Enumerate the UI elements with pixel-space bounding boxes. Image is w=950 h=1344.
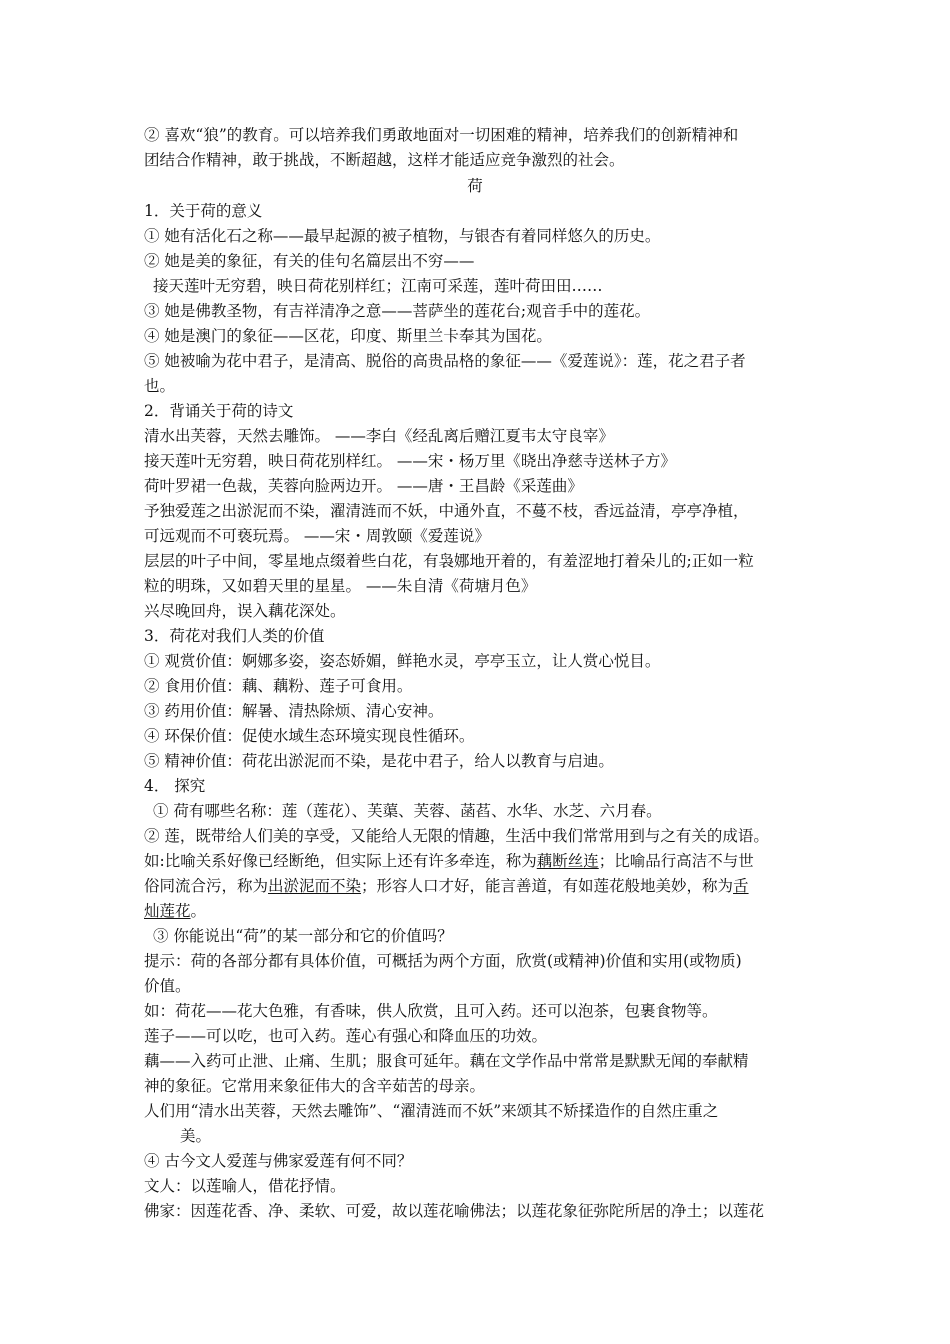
paragraph-line: ② 她是美的象征，有关的佳句名篇层出不穷—— [144,252,475,270]
poem-line: 粒的明珠，又如碧天里的星星。 ——朱自清《荷塘月色》 [144,577,537,595]
paragraph-line: 也。 [144,377,176,395]
intro-line: ② 喜欢“狼”的教育。可以培养我们勇敢地面对一切困难的精神，培养我们的创新精神和 [144,126,739,144]
poem-line: 层层的叶子中间，零星地点缀着些白花，有袅娜地开着的，有羞涩地打着朵儿的;正如一粒 [144,552,754,570]
answer-line [144,851,754,871]
paragraph-line: ④ 她是澳门的象征——区花，印度、斯里兰卡奉其为国花。 [144,327,552,345]
question-line: ② 莲，既带给人们美的享受，又能给人无限的情趣，生活中我们常常用到与之有关的成语。 [144,827,769,845]
answer-line: 神的象征。它常用来象征伟大的含辛茹苦的母亲。 [144,1077,486,1095]
section-title: 荷 [467,177,483,195]
section-heading: 4． 探究 [144,777,206,795]
answer-text: ；形容人口才好，能言善道，有如莲花般地美妙，称为 [361,877,734,895]
answer-text: ；比喻品行高洁不与世 [598,852,754,870]
idiom-underlined: 舌 [733,877,749,895]
value-item: ③ 药用价值：解暑、清热除烦、清心安神。 [144,702,444,720]
value-item: ② 食用价值：藕、藕粉、莲子可食用。 [144,677,413,695]
answer-line: 提示：荷的各部分都有具体价值，可概括为两个方面，欣赏(或精神)价值和实用(或物质) [144,952,742,970]
answer-line: 如：荷花——花大色雅，有香味，供人欣赏，且可入药。还可以泡茶，包裹食物等。 [144,1002,718,1020]
paragraph-line: ③ 她是佛教圣物，有吉祥清净之意——菩萨坐的莲花台;观音手中的莲花。 [144,302,651,320]
answer-line: 佛家：因莲花香、净、柔软、可爱，故以莲花喻佛法；以莲花象征弥陀所居的净土；以莲花 [144,1202,765,1220]
idiom-underlined: 出淤泥而不染 [268,877,362,895]
paragraph-line: ① 她有活化石之称——最早起源的被子植物，与银杏有着同样悠久的历史。 [144,227,661,245]
idiom-underlined: 藕断丝连 [536,852,599,870]
answer-text: 。 [190,902,207,920]
answer-line: 人们用“清水出芙蓉，天然去雕饰”、“濯清涟而不妖”来颂其不矫揉造作的自然庄重之 [144,1102,719,1120]
answer-line: 莲子——可以吃，也可入药。莲心有强心和降血压的功效。 [144,1027,548,1045]
answer-line: 美。 [180,1127,212,1145]
answer-line: 藕——入药可止泄、止痛、生肌；服食可延年。藕在文学作品中常常是默默无闻的奉献精 [144,1052,749,1070]
poem-line: 予独爱莲之出淤泥而不染，濯清涟而不妖，中通外直，不蔓不枝，香远益清，亭亭净植， [144,502,749,520]
question-line: ① 荷有哪些名称：莲（莲花）、芙蕖、芙蓉、菡萏、水华、水芝、六月春。 [153,802,662,820]
answer-line [144,876,749,896]
question-line: ③ 你能说出“荷”的某一部分和它的价值吗？ [153,927,453,945]
section-heading: 2．背诵关于荷的诗文 [144,402,294,420]
poem-line: 兴尽晚回舟，误入藕花深处。 [144,602,346,620]
answer-text: 如:比喻关系好像已经断绝，但实际上还有许多牵连，称为 [144,852,537,870]
answer-line: 价值。 [144,977,191,995]
intro-line: 团结合作精神，敢于挑战，不断超越，这样才能适应竞争激烈的社会。 [144,151,625,169]
poem-line: 清水出芙蓉，天然去雕饰。 ——李白《经乱离后赠江夏韦太守良宰》 [144,427,614,445]
poem-line: 接天莲叶无穷碧，映日荷花别样红。 ——宋・杨万里《晓出净慈寺送林子方》 [144,452,676,470]
answer-line: 文人：以莲喻人，借花抒情。 [144,1177,346,1195]
poem-line: 荷叶罗裙一色裁，芙蓉向脸两边开。 ——唐・王昌龄《采莲曲》 [144,477,583,495]
value-item: ④ 环保价值：促使水域生态环境实现良性循环。 [144,727,475,745]
answer-line [144,901,206,921]
value-item: ① 观赏价值：婀娜多姿，姿态娇媚，鲜艳水灵，亭亭玉立，让人赏心悦目。 [144,652,661,670]
paragraph-line: ⑤ 她被喻为花中君子，是清高、脱俗的高贵品格的象征——《爱莲说》：莲，花之君子者 [144,352,746,370]
poem-line: 可远观而不可亵玩焉。 ——宋・周敦颐《爱莲说》 [144,527,490,545]
paragraph-line: 接天莲叶无穷碧，映日荷花别样红；江南可采莲，莲叶荷田田…… [153,277,603,295]
answer-text: 俗同流合污，称为 [144,877,269,895]
section-heading: 1．关于荷的意义 [144,202,263,220]
value-item: ⑤ 精神价值：荷花出淤泥而不染，是花中君子，给人以教育与启迪。 [144,752,614,770]
idiom-underlined: 灿莲花 [144,902,191,920]
section-heading: 3．荷花对我们人类的价值 [144,627,325,645]
question-line: ④ 古今文人爱莲与佛家爱莲有何不同？ [144,1152,413,1170]
